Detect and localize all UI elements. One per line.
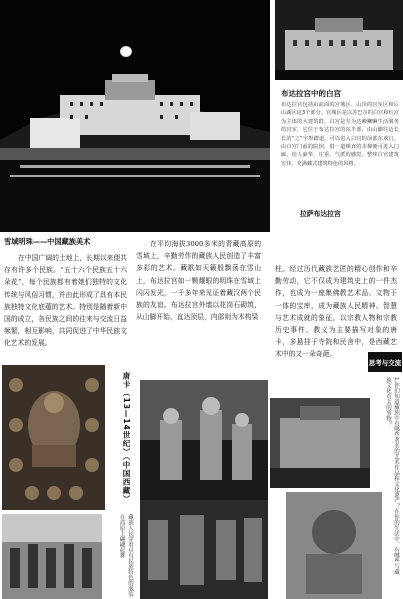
think-and-discuss-badge: 思考与交流 (368, 352, 402, 372)
article-title: 雪域明珠——中国藏族美术 (4, 237, 91, 246)
article-column-3 (275, 263, 397, 361)
dancers-caption: 藏族人民穿着具有民族特色的服装在高原上翩翩起舞 (118, 514, 133, 597)
festival-illustration (140, 380, 268, 599)
mural-photo (286, 492, 382, 599)
article-paragraph-1: 在中国广阔的土地上，长期以来便共存有许多个民族。“五十六个民族五十六朵花”，每个民族都有着她们独特的文化传统与风俗习惯，并由此形成了具有本民族独特文化底蕴的艺术。特别是随着新中国的成立，各民族之间的往来与交流日益频繁，相互影响，共同促进了中华民族文化艺术的发展。 (4, 254, 127, 348)
sidebar-box (275, 0, 403, 230)
white-palace-photo (275, 0, 403, 80)
thangka-image (2, 365, 105, 510)
potala-caption: 拉萨布达拉宫 (300, 210, 341, 218)
article-paragraph-3: 柱。经过历代藏族艺匠的精心创作和辛勤劳动，它不仅成为建筑史上的一件杰作，也成为一座集佛教艺术品、文物于一体的宝库，成为藏族人民精神、智慧与艺术成就的象征。以宗教人物和宗教历史事件、教义为主要描写对象的唐卡，多悬挂于寺院和民舍中，是西藏艺术中的又一朵奇葩。 (275, 265, 397, 359)
thangka-illustration (2, 365, 105, 510)
sidebar-text: 布达拉宫包括由前面的宫城区、山顶的宫室区和后山湖区这3个部分。宫城区是以苏巴尔的白宫和红宫为主体的大建筑群。白宫是专为达赖喇嘛生活服务的宫室，它位于布达拉宫的东半部，由山脚往边长长的“之”字形踏道，可以进入白宫的前部东欢门。由白宫门前的院坝，借一道梯直的木梯便可进入门廊，给人豪华、庄重、气派的感觉。整座白宫建筑宏伟，充满藏式建筑特色的风格。 (281, 102, 399, 167)
potala-palace-photo (0, 0, 270, 232)
think-and-discuss-text: 1.你们知道藏族中有哪些著名的艺术作品和文化遗产？在你的生活中，有哪些与藏族文化有关的事物？ (385, 377, 399, 575)
article-column-2 (136, 238, 261, 323)
article-column-1 (4, 252, 127, 350)
thangka-caption: 唐卡（13—14世纪）（中国西藏） (122, 372, 131, 504)
article-paragraph-2: 在平均海拔3000多米的青藏高原的雪域上，辛勤劳作的藏族人民创造了丰富多彩的艺术。藏歌如天籁般飘荡在雪山上，布达拉宫如一颗耀眼的明珠在雪域上闪闪发光，一千多年来见证着藏汉两个民族的友谊。布达拉宫外墙以花岗石砌筑，从山脚开始，直达顶层，内部则为木构梁 (136, 240, 261, 322)
sidebar-title: 布达拉宫中的白宫 (281, 89, 341, 98)
festival-photo (140, 380, 268, 599)
monastery-photo (270, 398, 370, 488)
monastery-illustration (270, 398, 370, 488)
white-palace-illustration (275, 0, 403, 80)
dancers-illustration (2, 514, 102, 599)
tibetan-dancers-photo (2, 514, 102, 599)
moon (120, 46, 132, 57)
mural-illustration (286, 492, 382, 599)
potala-palace-illustration (0, 0, 270, 232)
